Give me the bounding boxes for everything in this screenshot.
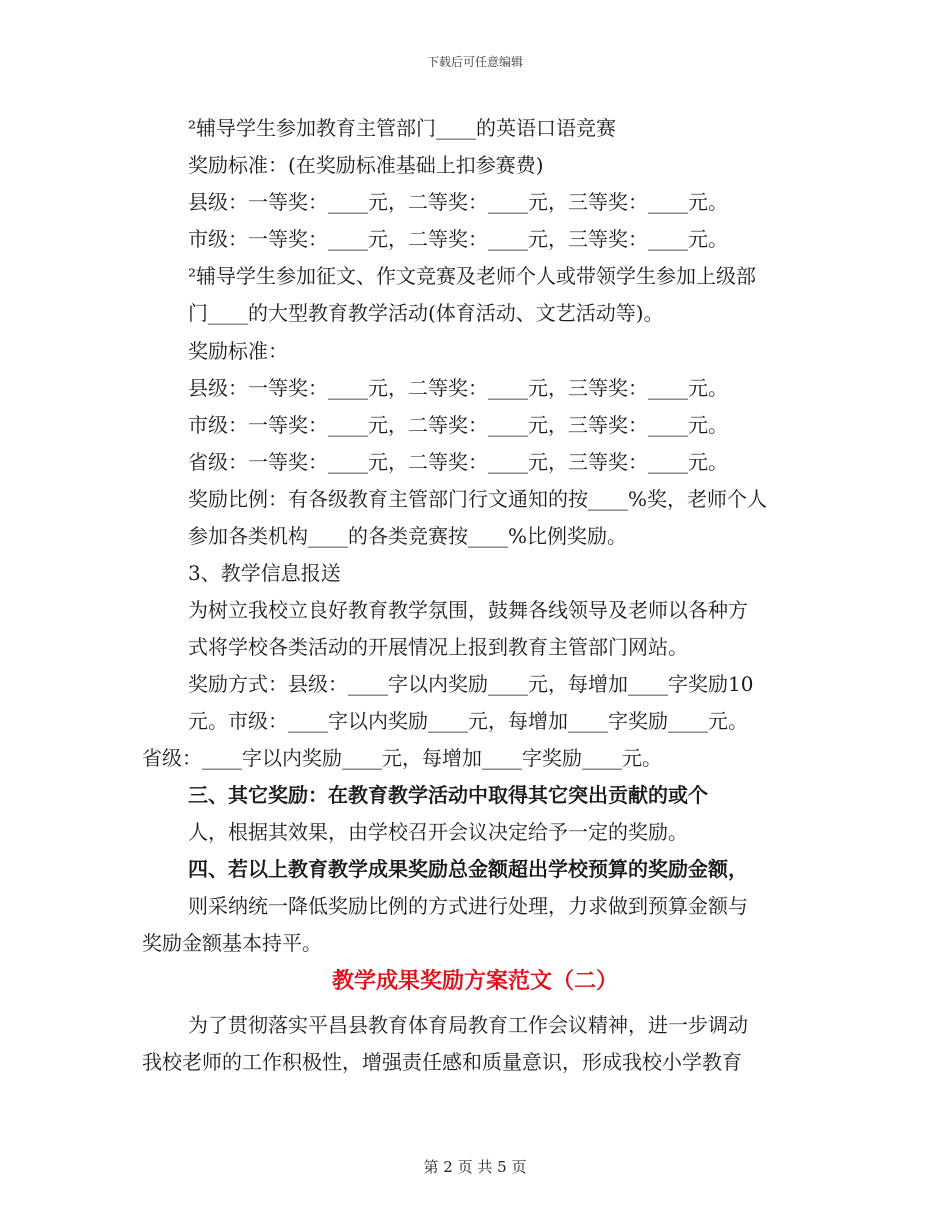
text-line: ²辅导学生参加征文、作文竞赛及老师个人或带领学生参加上级部 [188, 264, 757, 288]
text-line: 县级：一等奖：____元，二等奖：____元，三等奖：____元。 [188, 376, 728, 400]
text-line: 元。市级：____字以内奖励____元，每增加____字奖励____元。 [188, 709, 748, 733]
text-line: ²辅导学生参加教育主管部门____的英语口语竞赛 [188, 116, 617, 140]
text-line: 奖励比例：有各级教育主管部门行文通知的按____%奖，老师个人 [188, 487, 768, 511]
document-title: 教学成果奖励方案范文（二） [331, 968, 618, 994]
text-line: 县级：一等奖：____元，二等奖：____元，三等奖：____元。 [188, 190, 728, 214]
section-four-heading: 四、若以上教育教学成果奖励总金额超出学校预算的奖励金额， [188, 857, 748, 881]
text-line: 奖励标准：(在奖励标准基础上扣参赛费) [188, 153, 544, 177]
page-number: 第 2 页 共 5 页 [423, 1158, 527, 1176]
text-line: 门____的大型教育教学活动(体育活动、文艺活动等)。 [188, 301, 664, 325]
section-three-tail: 或个 [668, 783, 708, 807]
text-line: 人，根据其效果，由学校召开会议决定给予一定的奖励。 [188, 820, 688, 844]
page-header-note: 下载后可任意编辑 [426, 55, 523, 69]
section-heading: 3、教学信息报送 [188, 561, 341, 585]
text-line: 奖励金额基本持平。 [142, 931, 322, 955]
text-line: 省级：____字以内奖励____元，每增加____字奖励____元。 [142, 746, 662, 770]
text-line: 参加各类机构____的各类竞赛按____%比例奖励。 [188, 524, 628, 548]
text-line: 为了贯彻落实平昌县教育体育局教育工作会议精神，进一步调动 [188, 1013, 748, 1037]
section-three-lead: 三、其它奖励：在教育教学活动中取得其它突出贡献的 [188, 783, 668, 807]
text-line: 市级：一等奖：____元，二等奖：____元，三等奖：____元。 [188, 413, 728, 437]
text-line: 式将学校各类活动的开展情况上报到教育主管部门网站。 [188, 635, 688, 659]
text-line: 省级：一等奖：____元，二等奖：____元，三等奖：____元。 [188, 450, 728, 474]
text-line: 奖励标准： [188, 339, 288, 363]
section-three-heading [188, 782, 708, 808]
text-line: 则采纳统一降低奖励比例的方式进行处理，力求做到预算金额与 [188, 894, 748, 918]
text-line: 我校老师的工作积极性，增强责任感和质量意识，形成我校小学教育 [142, 1050, 742, 1074]
text-line: 为树立我校立良好教育教学氛围，鼓舞各线领导及老师以各种方 [188, 598, 748, 622]
text-line: 奖励方式：县级：____字以内奖励____元，每增加____字奖励10 [188, 672, 754, 696]
text-line: 市级：一等奖：____元，二等奖：____元，三等奖：____元。 [188, 227, 728, 251]
